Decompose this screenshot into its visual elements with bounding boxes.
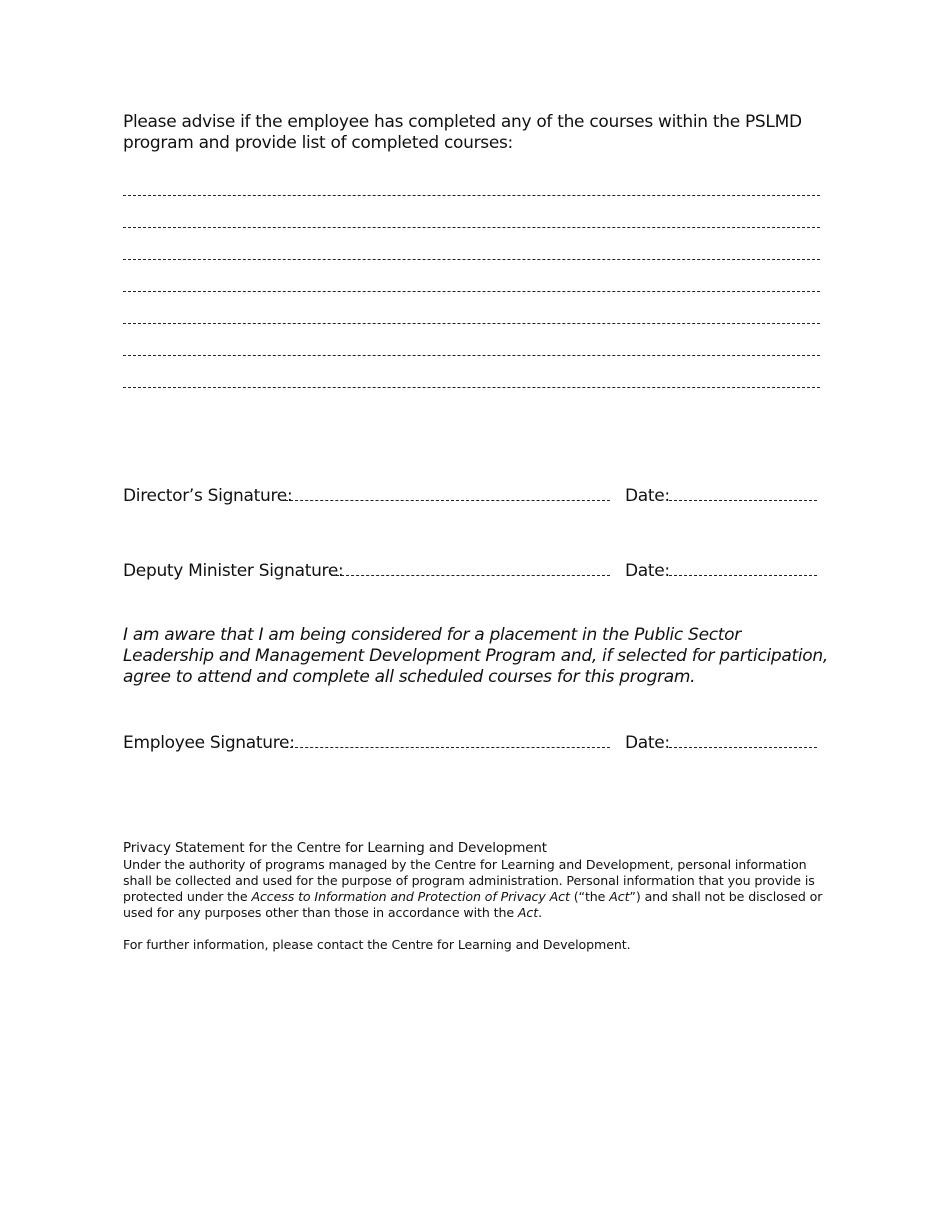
employee-signature-field[interactable]: [285, 747, 610, 748]
director-signature-label: Director’s Signature:: [123, 486, 293, 506]
privacy-body-middle: ”) and shall not be disclosed or used for any purposes other than those in accordance with the: [123, 889, 823, 920]
director-signature-row: [123, 485, 823, 509]
director-date-field[interactable]: [669, 500, 817, 501]
privacy-act-name: Access to Information and Protection of Privacy Act: [251, 889, 570, 904]
deputy-signature-row: [123, 560, 823, 584]
privacy-body-start: Under the authority of programs managed by the Centre for Learning and Development, personal information shall be collected and used for the purpose of program administration. Personal information that you provide is protected under the: [123, 857, 815, 904]
privacy-contact: For further information, please contact the Centre for Learning and Development.: [123, 937, 631, 952]
employee-date-field[interactable]: [669, 747, 817, 748]
privacy-statement: [123, 840, 823, 953]
course-line[interactable]: [123, 292, 820, 324]
deputy-signature-field[interactable]: [331, 575, 610, 576]
course-line[interactable]: [123, 174, 820, 196]
employee-statement: I am aware that I am being considered for a placement in the Public Sector Leadership and Management Development Program and, if selected for participation, agree to attend and complete all scheduled courses for this program.: [123, 625, 828, 687]
course-line[interactable]: [123, 356, 820, 388]
privacy-body: [123, 857, 823, 921]
course-line[interactable]: [123, 260, 820, 292]
privacy-title: Privacy Statement for the Centre for Learning and Development: [123, 841, 547, 856]
completed-courses-lines[interactable]: [123, 174, 820, 388]
privacy-quote-open: (“the: [569, 889, 610, 904]
course-line[interactable]: [123, 196, 820, 228]
employee-signature-label: Employee Signature:: [123, 733, 295, 753]
deputy-date-field[interactable]: [669, 575, 817, 576]
privacy-body-end: .: [538, 905, 542, 920]
privacy-act-short: Act: [609, 889, 630, 904]
course-line[interactable]: [123, 228, 820, 260]
employee-signature-row: [123, 732, 823, 756]
deputy-date-label: Date:: [625, 561, 670, 581]
course-question: Please advise if the employee has completed any of the courses within the PSLMD program and provide list of completed courses:: [123, 112, 802, 153]
deputy-signature-label: Deputy Minister Signature:: [123, 561, 344, 581]
director-date-label: Date:: [625, 486, 670, 506]
course-line[interactable]: [123, 324, 820, 356]
privacy-act-short-2: Act: [517, 905, 539, 920]
director-signature-field[interactable]: [285, 500, 610, 501]
employee-date-label: Date:: [625, 733, 670, 753]
